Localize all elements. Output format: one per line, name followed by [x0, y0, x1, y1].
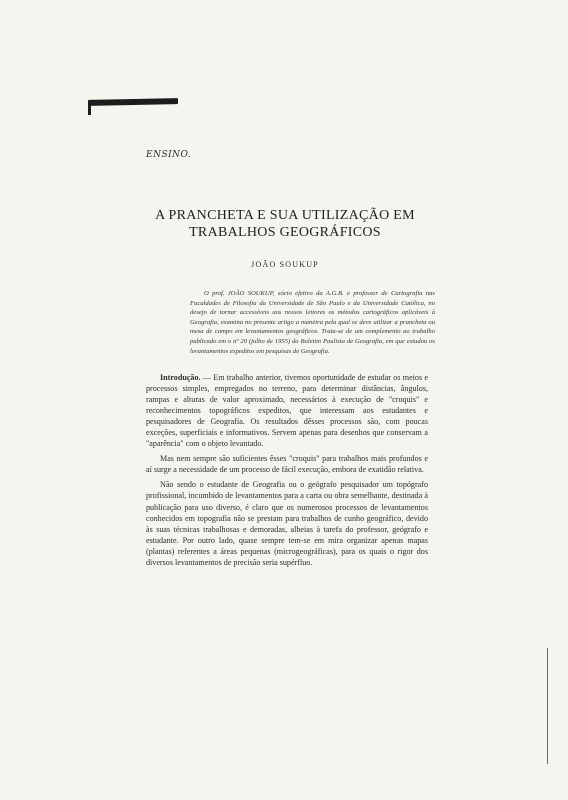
- abstract: [190, 289, 435, 356]
- abstract-text: O prof. JOÃO SOUKUP, sócio efetivo da A.G.B. e professor de Cartografia nas Faculdades de Filosofia da Universidade de São Paulo e da Universidade Católica, no desejo de tornar accessíveis aos nossos leitores os métodos cartográficos aplicáveis à Geografia, examina no presente artigo a maneira pela qual se deve utilizar a prancheta ou mesa de campo em levantamentos geográficos. Trata-se de um complemento ao trabalho publicado em o nº 20 (julho de 1955) do Boletim Paulista de Geografia, em que estudou os levantamentos expeditos em pesquisas de Geografia.: [190, 290, 435, 355]
- section-label: ENSINO.: [146, 150, 192, 160]
- scan-mark: [88, 98, 178, 106]
- body-paragraph-3: Não sendo o estudante de Geografia ou o geógrafo pesquisador um topógrafo profissional, incumbido de levantamentos para a carta ou obra semelhante, destinada à publicação para uso diverso, é claro que os numerosos processos de levantamentos conhecidos em topografia não se prestam para trabalhos de cunho geográfico, devido às suas técnicas trabalhosas e demoradas, alheias à tarefa do professor, geógrafo e estudante. Por outro lado, quase sempre tem-se em mira organizar apenas mapas (plantas) referentes a áreas pequenas (microgeográficas), para os quais o rigor dos diversos levantamentos de precisão seria supérfluo.: [146, 480, 428, 567]
- intro-heading: Introdução.: [160, 373, 201, 382]
- article-body: [146, 372, 428, 572]
- article-title-line-1: A PRANCHETA E SUA UTILIZAÇÃO EM: [155, 208, 415, 223]
- article-title-line-2: TRABALHOS GEOGRÁFICOS: [189, 225, 381, 240]
- body-paragraph-1: [146, 372, 428, 449]
- body-paragraph-2: Mas nem sempre são suficientes êsses "croquis" para trabalhos mais profundos e aí surge a necessidade de um processo de fácil execução, embora de exatidão relativa.: [146, 454, 428, 475]
- author-name: JOÃO SOUKUP: [251, 260, 319, 269]
- page-edge-line: [547, 648, 548, 764]
- paragraph-1-text: — Em trabalho anterior, tivemos oportunidade de estudar os meios e processos simples, empregados no terreno, para determinar distâncias, ângulos, rampas e alturas de valor aproximado, necessários à execução de "croquis" e reconhecimentos topográficos expeditos, que interessam aos estudantes e pesquisadores de Geografia. Os resultados dêsses processos são, com poucas exceções, superficiais e informativos. Servem apenas para desenhos que conservam a "aparência" com o objeto levantado.: [146, 373, 428, 449]
- scan-mark-tail: [88, 103, 91, 115]
